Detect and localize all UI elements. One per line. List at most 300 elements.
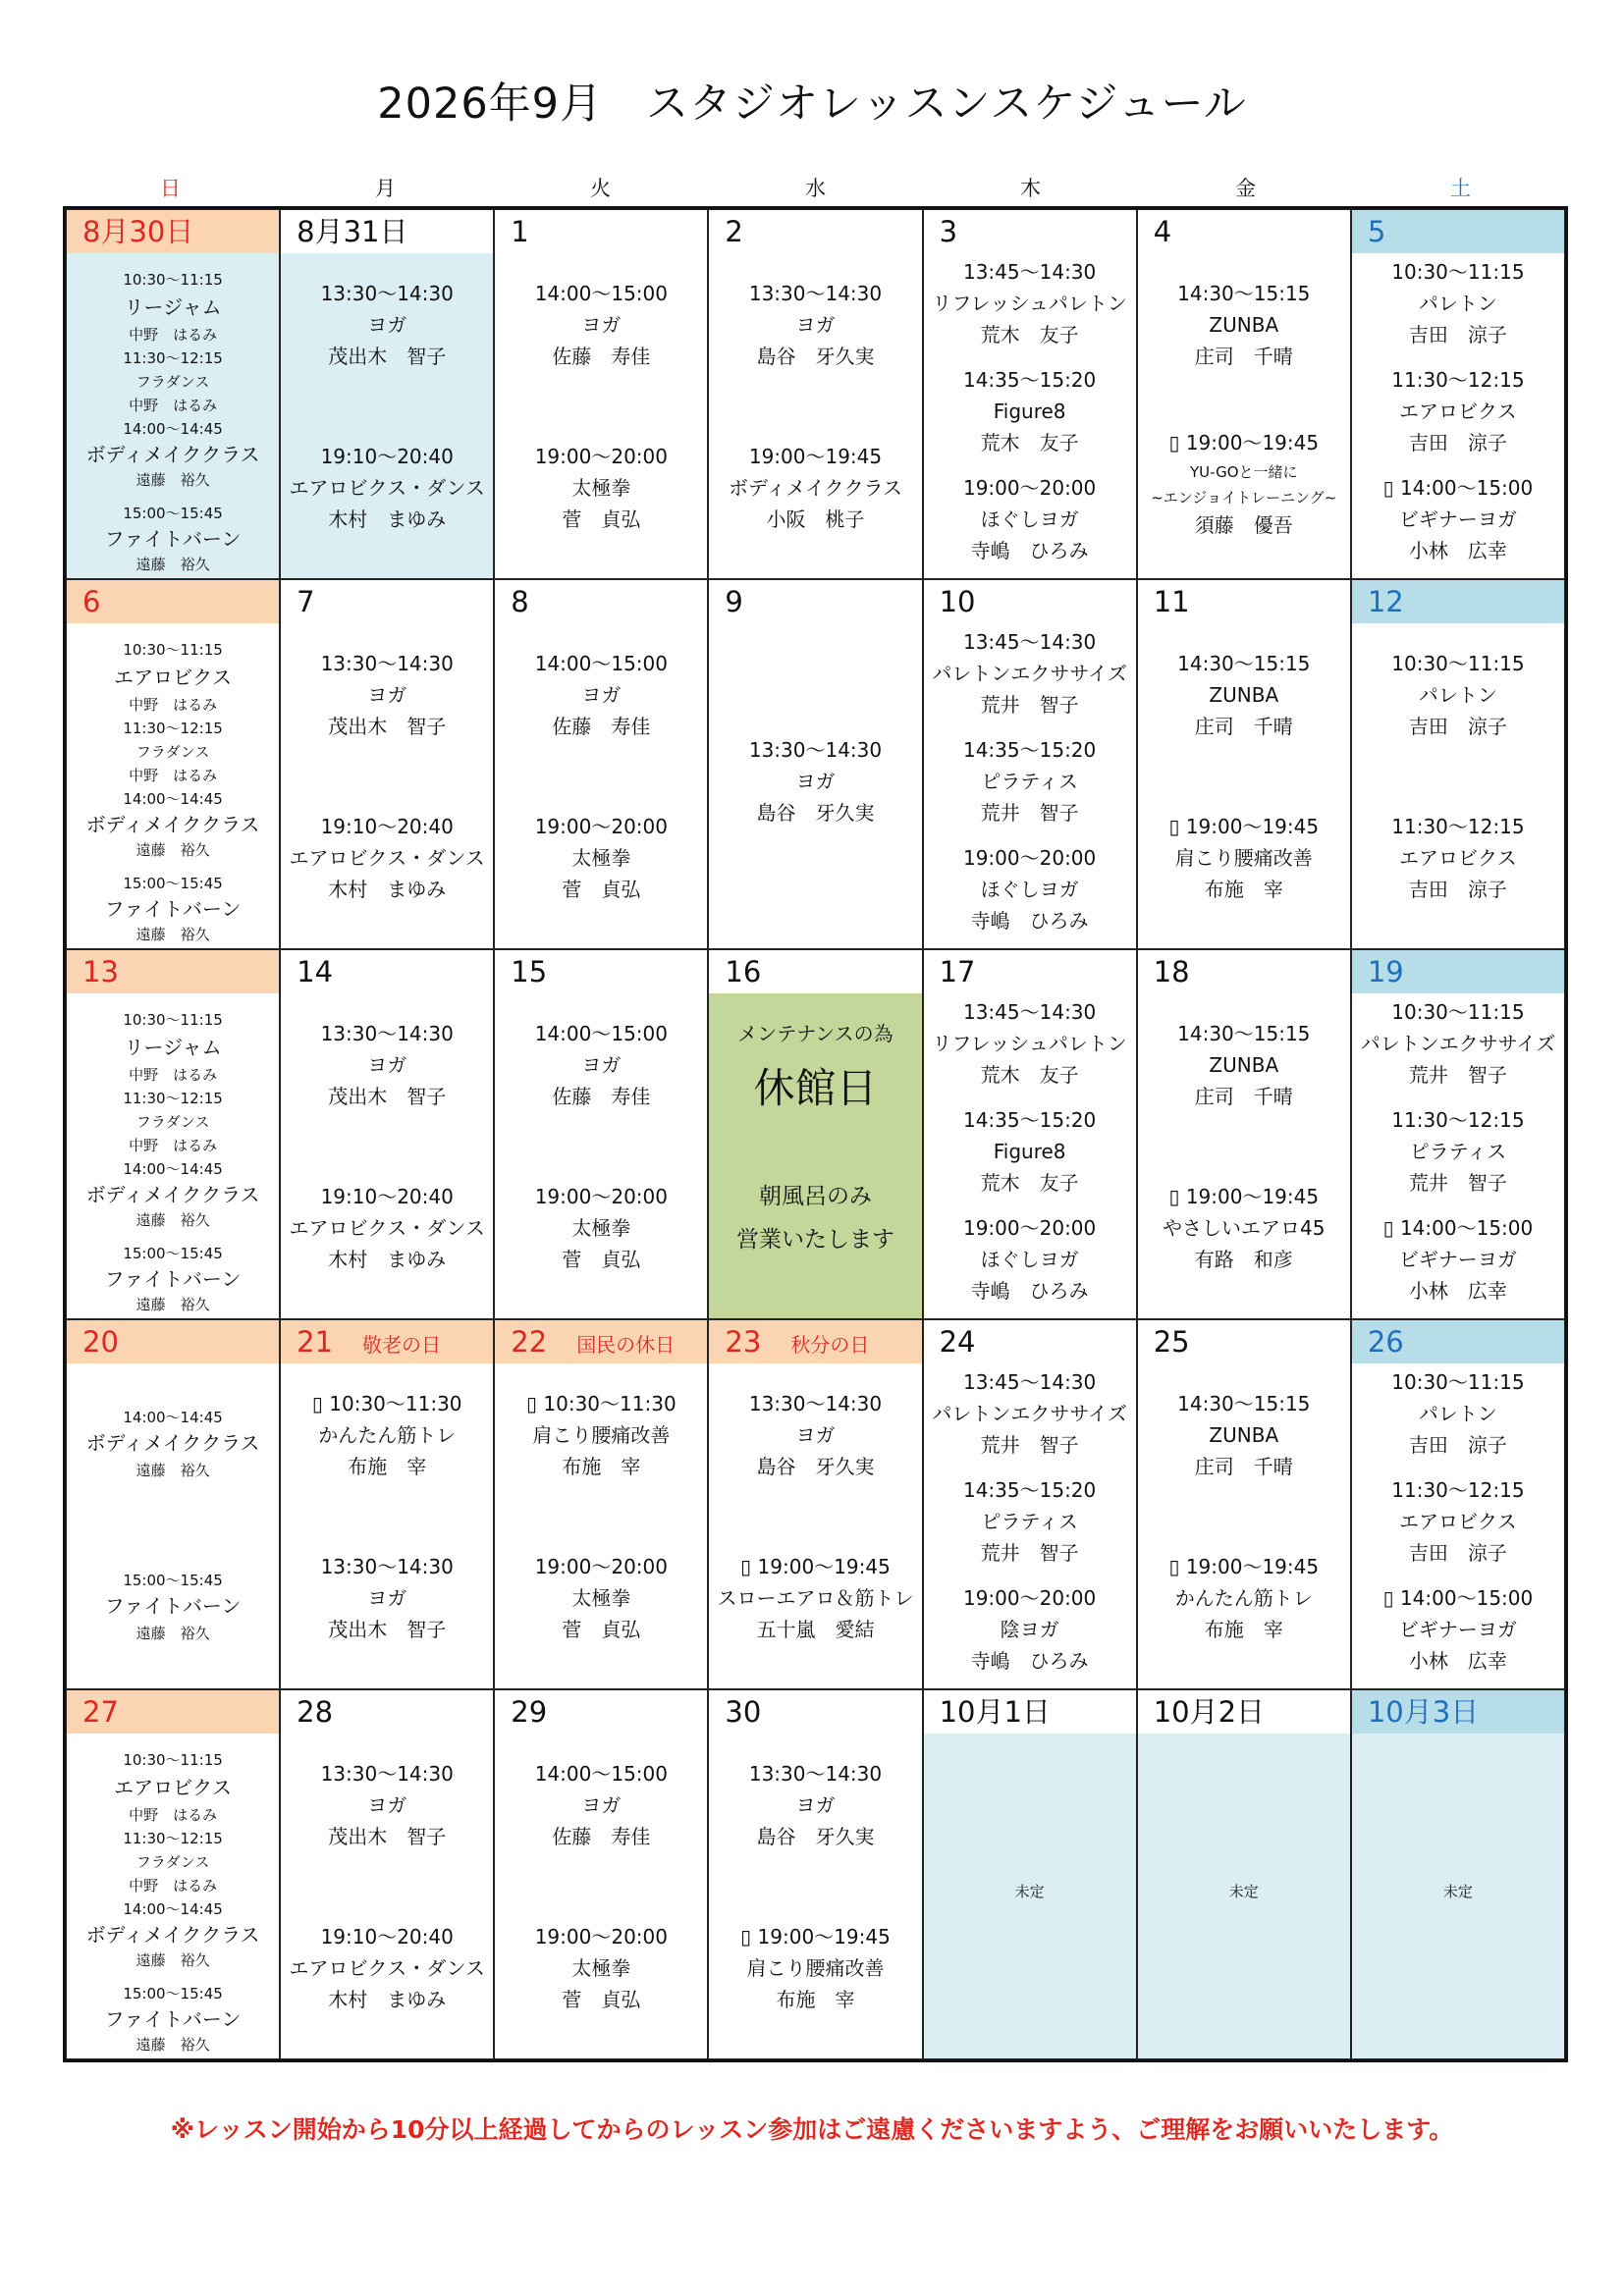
day-cell	[1351, 949, 1565, 1319]
day-number-text: 3	[939, 215, 958, 248]
lesson-line: ▯ 19:00～19:45	[1168, 1185, 1320, 1208]
lesson-line: エアロビクス・ダンス	[289, 846, 485, 870]
day-cell	[1137, 1319, 1351, 1689]
lesson-line: ▯ 14:00～15:00	[1382, 1586, 1534, 1610]
lesson-line: かんたん筋トレ	[1174, 1586, 1313, 1610]
day-number	[709, 1690, 921, 1734]
lesson-line: 肩こり腰痛改善	[746, 1956, 885, 1980]
day-number-text: 9	[725, 585, 743, 618]
lesson-line: 菅 貞弘	[562, 878, 641, 901]
lesson-line: 庄司 千晴	[1194, 1085, 1293, 1108]
lesson-line: 荒井 智子	[980, 693, 1079, 717]
day-number	[67, 210, 279, 253]
lesson-line: 布施 宰	[1204, 878, 1283, 901]
lesson-line: 島谷 牙久実	[756, 1455, 875, 1478]
lesson-line: 14:00～14:45	[123, 790, 223, 808]
holiday-name: 秋分の日	[790, 1333, 870, 1357]
day-number	[67, 1320, 279, 1363]
lesson-line: 菅 貞弘	[562, 1988, 641, 2011]
day-number	[709, 580, 921, 623]
lesson-line: ボディメイククラス	[85, 1923, 260, 1947]
lesson-line: ビギナーヨガ	[1398, 1618, 1517, 1641]
lesson-line: 13:45～14:30	[962, 630, 1097, 654]
lesson-line: 13:30～14:30	[748, 1392, 883, 1415]
lesson-line: ボディメイククラス	[728, 476, 902, 500]
lesson-line: 11:30～12:15	[123, 1830, 223, 1847]
lesson-line: 10:30～11:15	[123, 641, 223, 659]
day-body	[1352, 623, 1564, 948]
lesson-line: 木村 まゆみ	[328, 1988, 447, 2011]
lesson-line: 太極拳	[571, 1956, 631, 1980]
day-number	[1138, 1690, 1350, 1734]
lesson-line: 11:30～12:15	[1391, 1108, 1525, 1132]
day-number-text: 17	[939, 955, 976, 988]
day-number-text: 5	[1367, 215, 1386, 248]
lesson-line: 19:10～20:40	[320, 1185, 454, 1208]
page-title: 2026年9月 スタジオレッスンスケジュール	[377, 80, 1247, 129]
day-body	[709, 1363, 921, 1688]
day-cell	[1351, 1689, 1565, 2059]
day-number-text: 24	[939, 1325, 976, 1359]
lesson-line: ファイトバーン	[104, 1594, 242, 1618]
lesson-line: フラダンス	[135, 1113, 210, 1131]
lesson-line: ~エンジョイトレーニング~	[1151, 489, 1337, 507]
lesson-line: 庄司 千晴	[1194, 715, 1293, 738]
lesson-line: 木村 まゆみ	[328, 878, 447, 901]
lesson-line: 荒木 友子	[980, 431, 1079, 454]
lesson-line: 肩こり腰痛改善	[532, 1423, 671, 1447]
lesson-line: 11:30～12:15	[1391, 368, 1525, 392]
lesson-line: ヨガ	[795, 313, 836, 337]
lesson-line: 10:30～11:15	[123, 1751, 223, 1769]
lesson-line: 太極拳	[571, 1216, 631, 1240]
day-body	[1352, 993, 1564, 1318]
day-cell	[66, 579, 280, 949]
lesson-line: エアロビクス・ダンス	[289, 1956, 485, 1980]
day-cell	[280, 209, 494, 579]
lesson-line: フラダンス	[135, 743, 210, 761]
lesson-line: 遠藤 裕久	[135, 1296, 210, 1313]
lesson-line: 14:00～15:00	[534, 1762, 668, 1786]
day-number	[709, 950, 921, 993]
lesson-line: ▯ 10:30～11:30	[311, 1392, 462, 1415]
lesson-line: 11:30～12:15	[1391, 815, 1525, 838]
lesson-line: ファイトバーン	[104, 527, 242, 551]
day-body	[281, 1363, 493, 1688]
lesson-line: 有路 和彦	[1194, 1248, 1293, 1271]
lesson-line: 19:00～20:00	[534, 1555, 668, 1578]
lesson-line: 19:00～20:00	[534, 815, 668, 838]
lesson-line: 13:45～14:30	[962, 1000, 1097, 1024]
day-number-text: 7	[297, 585, 315, 618]
day-number	[281, 1690, 493, 1734]
holiday-name: 国民の休日	[576, 1333, 676, 1357]
day-number-text: 2	[725, 215, 743, 248]
day-number	[67, 950, 279, 993]
lesson-line: ヨガ	[795, 1423, 836, 1447]
lesson-line: ほぐしヨガ	[980, 1248, 1079, 1271]
lesson-line: 未定	[1442, 1883, 1473, 1900]
lesson-line: パレトンエクササイズ	[932, 662, 1127, 685]
day-number-text: 18	[1153, 955, 1190, 988]
lesson-line: 13:30～14:30	[320, 1762, 454, 1786]
day-cell	[494, 1319, 708, 1689]
day-number-text: 22	[511, 1325, 548, 1359]
lesson-line: 休館日	[753, 1064, 878, 1112]
day-body	[1138, 253, 1350, 578]
lesson-line: 未定	[1228, 1883, 1259, 1900]
day-number	[495, 580, 707, 623]
lesson-line: エアロビクス	[114, 1776, 232, 1799]
lesson-line: 遠藤 裕久	[135, 556, 210, 573]
lesson-line: 太極拳	[571, 1586, 631, 1610]
lesson-line: 木村 まゆみ	[328, 507, 447, 531]
day-number	[1138, 1320, 1350, 1363]
lesson-line: 15:00～15:45	[123, 1572, 223, 1589]
day-cell	[1351, 1319, 1565, 1689]
lesson-line: 19:10～20:40	[320, 445, 454, 468]
day-number	[1352, 580, 1564, 623]
day-number	[924, 1690, 1136, 1734]
lesson-line: ビギナーヨガ	[1398, 507, 1517, 531]
lesson-line: 19:10～20:40	[320, 815, 454, 838]
day-cell	[923, 209, 1137, 579]
lesson-line: 10:30～11:15	[1391, 1000, 1525, 1024]
weekday-label: 日	[160, 177, 181, 200]
lesson-line: 太極拳	[571, 476, 631, 500]
day-number-text: 8	[511, 585, 529, 618]
lesson-line: 荒井 智子	[1408, 1063, 1507, 1087]
lesson-line: 19:00～20:00	[534, 445, 668, 468]
day-cell	[708, 1689, 922, 2059]
lesson-line: ZUNBA	[1209, 313, 1279, 337]
lesson-line: 未定	[1014, 1883, 1045, 1900]
lesson-line: 14:00～15:00	[534, 282, 668, 305]
day-number-text: 8月30日	[82, 215, 194, 248]
lesson-line: 佐藤 寿佳	[552, 345, 651, 368]
day-cell	[1137, 949, 1351, 1319]
day-number-text: 30	[725, 1695, 762, 1729]
day-cell	[66, 209, 280, 579]
day-body	[924, 1734, 1136, 2058]
lesson-line: ボディメイククラス	[85, 1431, 260, 1455]
lesson-line: 10:30～11:15	[123, 1011, 223, 1029]
lesson-line: ヨガ	[367, 1586, 407, 1610]
lesson-line: エアロビクス	[114, 666, 232, 689]
lesson-line: パレトンエクササイズ	[932, 1402, 1127, 1425]
lesson-line: 茂出木 智子	[328, 345, 447, 368]
lesson-line: 島谷 牙久実	[756, 1825, 875, 1848]
lesson-line: 14:30～15:15	[1177, 652, 1311, 675]
day-number	[1138, 210, 1350, 253]
lesson-line: 遠藤 裕久	[135, 1951, 210, 1969]
day-number	[1352, 950, 1564, 993]
day-number-text: 23	[725, 1325, 762, 1359]
day-cell	[280, 1319, 494, 1689]
lesson-line: 13:45～14:30	[962, 1370, 1097, 1394]
day-body	[924, 993, 1136, 1318]
lesson-line: 10:30～11:15	[1391, 652, 1525, 675]
lesson-line: 19:00～20:00	[534, 1925, 668, 1949]
lesson-line: スローエアロ＆筋トレ	[717, 1586, 914, 1610]
lesson-line: 布施 宰	[348, 1455, 427, 1478]
lesson-line: 10:30～11:15	[123, 271, 223, 289]
lesson-line: 寺嶋 ひろみ	[970, 1649, 1089, 1673]
lesson-line: 吉田 涼子	[1408, 431, 1507, 454]
lesson-line: ヨガ	[795, 770, 836, 793]
lesson-line: 15:00～15:45	[123, 505, 223, 522]
day-body	[67, 993, 279, 1318]
lesson-line: 中野 はるみ	[129, 767, 218, 784]
lesson-line: 荒井 智子	[1408, 1171, 1507, 1195]
lesson-line: 荒木 友子	[980, 323, 1079, 347]
lesson-line: 19:00～20:00	[962, 1586, 1097, 1610]
day-cell	[708, 1319, 922, 1689]
lesson-line: 荒井 智子	[980, 1433, 1079, 1457]
lesson-line: 陰ヨガ	[1000, 1618, 1059, 1641]
lesson-line: 19:00～20:00	[534, 1185, 668, 1208]
lesson-line: ヨガ	[795, 1793, 836, 1817]
lesson-line: 10:30～11:15	[1391, 260, 1525, 284]
day-body	[495, 993, 707, 1318]
lesson-line: 木村 まゆみ	[328, 1248, 447, 1271]
weekday-header-row	[63, 173, 1568, 202]
lesson-line: 11:30～12:15	[123, 349, 223, 367]
lesson-line: ほぐしヨガ	[980, 507, 1079, 531]
day-cell	[280, 579, 494, 949]
lesson-line: 13:30～14:30	[320, 1022, 454, 1045]
day-number-text: 1	[511, 215, 529, 248]
day-cell	[1137, 1689, 1351, 2059]
day-body	[495, 623, 707, 948]
lesson-line: 14:00～14:45	[123, 1900, 223, 1918]
day-body	[709, 623, 921, 948]
day-number-text: 21	[297, 1325, 334, 1359]
lesson-line: ▯ 19:00～19:45	[1168, 815, 1320, 838]
weekday-label: 水	[805, 177, 826, 200]
day-number	[281, 950, 493, 993]
lesson-line: 中野 はるみ	[129, 1137, 218, 1154]
lesson-line: 遠藤 裕久	[135, 2036, 210, 2054]
lesson-line: 菅 貞弘	[562, 1248, 641, 1271]
lesson-line: かんたん筋トレ	[318, 1423, 457, 1447]
lesson-line: 庄司 千晴	[1194, 345, 1293, 368]
lesson-line: ピラティス	[1409, 1140, 1507, 1163]
day-body	[281, 253, 493, 578]
lesson-line: 佐藤 寿佳	[552, 1085, 651, 1108]
lesson-line: 荒木 友子	[980, 1171, 1079, 1195]
lesson-line: 小林 広幸	[1408, 1279, 1507, 1303]
day-number-text: 26	[1367, 1325, 1404, 1359]
lesson-line: 茂出木 智子	[328, 1825, 447, 1848]
lesson-line: Figure8	[993, 1140, 1066, 1163]
day-number-text: 27	[82, 1695, 119, 1729]
lesson-line: パレトン	[1418, 292, 1497, 315]
lesson-line: 布施 宰	[1204, 1618, 1283, 1641]
lesson-line: 荒木 友子	[980, 1063, 1079, 1087]
day-number	[281, 210, 493, 253]
day-number	[1138, 950, 1350, 993]
lesson-line: 14:35～15:20	[962, 738, 1097, 762]
lesson-line: 吉田 涼子	[1408, 878, 1507, 901]
day-cell	[494, 1689, 708, 2059]
lesson-line: 営業いたします	[735, 1227, 894, 1253]
day-number	[924, 950, 1136, 993]
day-body	[1352, 1363, 1564, 1688]
lesson-line: 11:30～12:15	[123, 1090, 223, 1107]
lesson-line: 14:00～15:00	[534, 652, 668, 675]
day-number	[1352, 1320, 1564, 1363]
day-cell	[1351, 209, 1565, 579]
day-body	[67, 1734, 279, 2058]
lesson-line: 10:30～11:15	[1391, 1370, 1525, 1394]
lesson-line: ▯ 10:30～11:30	[526, 1392, 677, 1415]
lesson-line: 小林 広幸	[1408, 539, 1507, 562]
lesson-line: ヨガ	[581, 1053, 622, 1077]
day-number-text: 6	[82, 585, 101, 618]
lesson-line: 肩こり腰痛改善	[1174, 846, 1313, 870]
lesson-line: 遠藤 裕久	[135, 841, 210, 859]
day-cell	[708, 209, 922, 579]
day-body	[924, 253, 1136, 578]
day-number-text: 10月3日	[1367, 1695, 1480, 1729]
lesson-line: ZUNBA	[1209, 1053, 1279, 1077]
lesson-line: 15:00～15:45	[123, 875, 223, 892]
lesson-line: 島谷 牙久実	[756, 801, 875, 825]
day-number-text: 10月1日	[939, 1695, 1051, 1729]
lesson-line: 吉田 涼子	[1408, 1541, 1507, 1565]
lesson-line: 13:30～14:30	[748, 1762, 883, 1786]
lesson-line: 菅 貞弘	[562, 507, 641, 531]
lesson-line: 茂出木 智子	[328, 1085, 447, 1108]
lesson-line: ボディメイククラス	[85, 813, 260, 836]
day-number	[709, 1320, 921, 1363]
lesson-line: ボディメイククラス	[85, 1183, 260, 1206]
lesson-line: 寺嶋 ひろみ	[970, 1279, 1089, 1303]
lesson-line: 14:30～15:15	[1177, 282, 1311, 305]
lesson-line: エアロビクス・ダンス	[289, 1216, 485, 1240]
lesson-line: 13:30～14:30	[320, 1555, 454, 1578]
lesson-line: パレトンエクササイズ	[1360, 1032, 1556, 1055]
lesson-line: 朝風呂のみ	[758, 1184, 872, 1209]
weekday-label: 土	[1450, 177, 1471, 200]
lesson-line: フラダンス	[135, 373, 210, 391]
day-number-text: 12	[1367, 585, 1404, 618]
lesson-line: パレトン	[1418, 1402, 1497, 1425]
lesson-line: 須藤 優吾	[1194, 513, 1293, 537]
lesson-line: ピラティス	[981, 770, 1078, 793]
day-number-text: 14	[297, 955, 334, 988]
day-cell	[494, 579, 708, 949]
lesson-line: エアロビクス	[1399, 1510, 1517, 1533]
lesson-line: ファイトバーン	[104, 1267, 242, 1291]
lesson-line: 島谷 牙久実	[756, 345, 875, 368]
day-cell	[66, 949, 280, 1319]
lesson-line: 中野 はるみ	[129, 1877, 218, 1895]
day-body	[281, 1734, 493, 2058]
lesson-line: 14:00～14:45	[123, 1160, 223, 1178]
day-number	[281, 580, 493, 623]
day-number-text: 16	[725, 955, 762, 988]
day-number	[709, 210, 921, 253]
lesson-line: パレトン	[1418, 683, 1497, 707]
lesson-line: 13:30～14:30	[320, 282, 454, 305]
weekday-label: 金	[1235, 177, 1256, 200]
day-number	[495, 210, 707, 253]
day-body	[709, 993, 921, 1318]
lesson-line: 小林 広幸	[1408, 1649, 1507, 1673]
lesson-line: 13:45～14:30	[962, 260, 1097, 284]
day-number	[495, 1690, 707, 1734]
lesson-line: 遠藤 裕久	[135, 1625, 210, 1642]
lesson-line: エアロビクス・ダンス	[289, 476, 485, 500]
lesson-line: 19:00～20:00	[962, 846, 1097, 870]
lesson-line: ビギナーヨガ	[1398, 1248, 1517, 1271]
day-number	[1352, 210, 1564, 253]
day-number-text: 29	[511, 1695, 548, 1729]
lesson-line: 14:30～15:15	[1177, 1392, 1311, 1415]
lesson-line: 14:35～15:20	[962, 368, 1097, 392]
lesson-line: ▯ 19:00～19:45	[740, 1555, 891, 1578]
lesson-line: Figure8	[993, 400, 1066, 423]
lesson-line: 寺嶋 ひろみ	[970, 539, 1089, 562]
lesson-line: 茂出木 智子	[328, 715, 447, 738]
day-body	[281, 993, 493, 1318]
lesson-line: 13:30～14:30	[320, 652, 454, 675]
lesson-line: ヨガ	[367, 1793, 407, 1817]
lesson-line: ZUNBA	[1209, 1423, 1279, 1447]
weekday-label: 火	[590, 177, 611, 200]
day-cell	[494, 949, 708, 1319]
lesson-line: ▯ 19:00～19:45	[740, 1925, 891, 1949]
day-number-text: 28	[297, 1695, 334, 1729]
lesson-line: 中野 はるみ	[129, 397, 218, 414]
day-body	[1138, 993, 1350, 1318]
lesson-line: やさしいエアロ45	[1163, 1216, 1326, 1240]
day-number-text: 19	[1367, 955, 1404, 988]
lesson-line: 中野 はるみ	[129, 696, 218, 714]
weekday-label: 木	[1020, 177, 1041, 200]
lesson-line: 菅 貞弘	[562, 1618, 641, 1641]
lesson-line: 佐藤 寿佳	[552, 715, 651, 738]
lesson-line: 14:00～15:00	[534, 1022, 668, 1045]
lesson-line: ▯ 19:00～19:45	[1168, 1555, 1320, 1578]
lesson-line: 14:00～14:45	[123, 420, 223, 438]
lesson-line: 吉田 涼子	[1408, 1433, 1507, 1457]
day-body	[1138, 1734, 1350, 2058]
lesson-line: ボディメイククラス	[85, 443, 260, 466]
day-body	[709, 1734, 921, 2058]
day-number	[495, 950, 707, 993]
lesson-line: 布施 宰	[776, 1988, 855, 2011]
day-body	[67, 1363, 279, 1688]
lesson-line: 14:00～14:45	[123, 1409, 223, 1426]
lesson-line: ほぐしヨガ	[980, 878, 1079, 901]
day-number	[281, 1320, 493, 1363]
day-number	[1138, 580, 1350, 623]
lesson-line: 19:00～20:00	[962, 476, 1097, 500]
lesson-line: 佐藤 寿佳	[552, 1825, 651, 1848]
day-cell	[1137, 209, 1351, 579]
lesson-line: 布施 宰	[562, 1455, 641, 1478]
lesson-line: リフレッシュパレトン	[932, 292, 1127, 315]
lesson-line: 荒井 智子	[980, 801, 1079, 825]
lesson-line: リフレッシュパレトン	[932, 1032, 1127, 1055]
lesson-line: ▯ 19:00～19:45	[1168, 431, 1320, 454]
lesson-line: リージャム	[124, 295, 222, 319]
lesson-line: 13:30～14:30	[748, 282, 883, 305]
lesson-line: ファイトバーン	[104, 897, 242, 921]
